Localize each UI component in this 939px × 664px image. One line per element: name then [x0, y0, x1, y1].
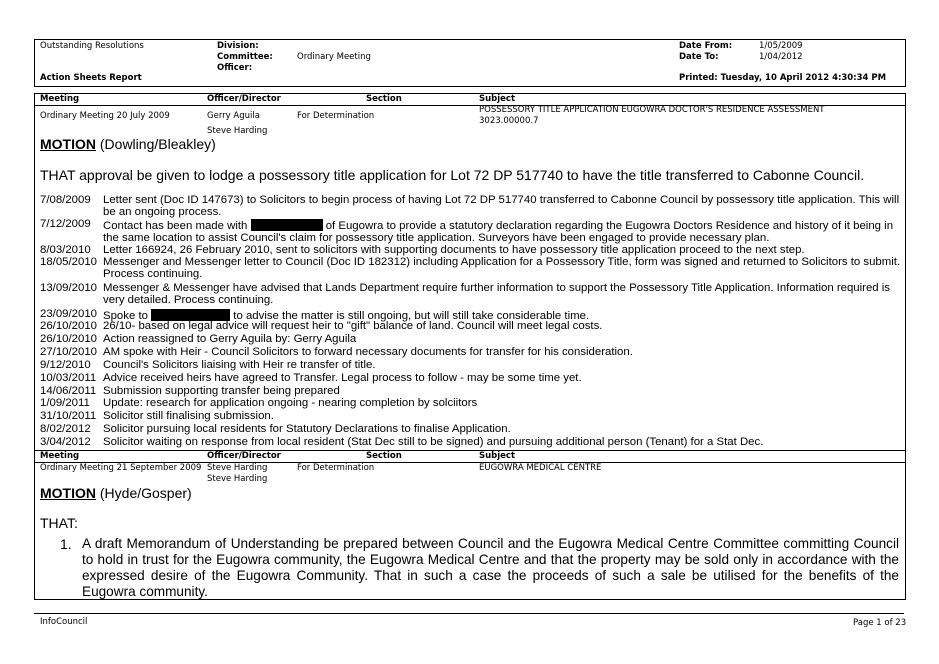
- item2-subject: EUGOWRA MEDICAL CENTRE: [479, 463, 602, 473]
- log-date: 26/10/2010: [40, 333, 98, 345]
- item1-motion-heading: [40, 136, 216, 152]
- date-from-label: Date From:: [679, 41, 733, 51]
- log-date: 27/10/2010: [40, 346, 98, 358]
- item1-subject-line1: POSSESSORY TITLE APPLICATION EUGOWRA DOCTOR'S RESIDENCE ASSESSMENT: [479, 105, 825, 115]
- log-date: 26/10/2010: [40, 320, 98, 332]
- log-text: Messenger & Messenger have advised that Lands Department require further information to support the Possessory Title Application. Information required is very detailed. Process continuing.: [103, 282, 890, 306]
- col-subject-header: Subject: [479, 94, 516, 104]
- footer-brand: InfoCouncil: [40, 617, 88, 627]
- date-from-value: 1/05/2009: [759, 41, 803, 51]
- committee-label: Committee:: [217, 52, 273, 62]
- outstanding-resolutions-label: Outstanding Resolutions: [40, 41, 144, 51]
- log-text: Letter sent (Doc ID 147673) to Solicitors to begin process of having Lot 72 DP 517740 transferred to Cabonne Council by possessory title application. This will be an ongoing process.: [103, 194, 900, 218]
- log-date: 9/12/2010: [40, 359, 91, 371]
- item1-officer-1: Gerry Aguila: [207, 111, 260, 121]
- item1-officer-2: Steve Harding: [207, 126, 268, 136]
- footer-page-number: Page 1 of 23: [853, 618, 907, 628]
- log-text: Action reassigned to Gerry Aguila by: Gerry Aguila: [103, 333, 357, 345]
- division-label: Division:: [217, 41, 259, 51]
- redacted-name-block: [251, 219, 323, 231]
- item2-point-number: 1.: [60, 536, 72, 552]
- col-section-header: Section: [366, 94, 402, 104]
- log-date: 7/12/2009: [40, 218, 91, 230]
- log-text: Solicitor waiting on response from local resident (Stat Dec still to be signed) and pursuing additional person (Tenant) for a Stat Dec.: [103, 436, 764, 448]
- log-date: 13/09/2010: [40, 282, 98, 294]
- log-text-post: of Eugowra to provide a statutory declaration regarding the Eugowra Doctors Residence and history of it being in the same location to assist Council's claim for possessory title application. Surveyors have been engaged to provide necessary plan.: [103, 220, 894, 244]
- col-section-header: Section: [366, 451, 402, 461]
- item2-meeting: Ordinary Meeting 21 September 2009: [40, 463, 202, 473]
- item2-motion-word: MOTION: [40, 485, 96, 501]
- log-text: AM spoke with Heir - Council Solicitors to forward necessary documents for transfer for his consideration.: [103, 346, 633, 358]
- col-meeting-header: Meeting: [40, 451, 80, 461]
- date-to-label: Date To:: [679, 52, 719, 62]
- item2-motion-heading: [40, 485, 192, 501]
- col-officer-header: Officer/Director: [207, 94, 281, 104]
- log-date: 23/09/2010: [40, 308, 98, 320]
- log-text: Solicitor pursuing local residents for Statutory Declarations to finalise Application.: [103, 423, 511, 435]
- log-date: 7/08/2009: [40, 194, 91, 206]
- log-text: Update: research for application ongoing - nearing completion by solciitors: [103, 397, 478, 409]
- log-text-pre: Spoke to: [103, 310, 152, 322]
- printed-timestamp: Printed: Tuesday, 10 April 2012 4:30:34 PM: [679, 73, 887, 83]
- officer-label: Officer:: [217, 63, 253, 73]
- log-date: 10/03/2011: [40, 372, 97, 384]
- log-date: 14/06/2011: [40, 385, 97, 397]
- log-text: Letter 166924, 26 February 2010, sent to solicitors with supporting documents to have possessory title application proceed to the next step.: [103, 244, 805, 256]
- col-meeting-header: Meeting: [40, 94, 80, 104]
- log-text: Solicitor still finalising submission.: [103, 410, 274, 422]
- log-date: 8/03/2010: [40, 244, 91, 256]
- item2-section: For Determination: [297, 463, 375, 473]
- item1-section: For Determination: [297, 111, 375, 121]
- log-text: Submission supporting transfer being prepared: [103, 385, 340, 397]
- log-text: [103, 219, 902, 244]
- log-date: 31/10/2011: [40, 410, 97, 422]
- log-date: 18/05/2010: [40, 256, 98, 268]
- footer-rule: [34, 613, 904, 614]
- date-to-value: 1/04/2012: [759, 52, 803, 62]
- log-text: Council's Solicitors liaising with Heir re transfer of title.: [103, 359, 376, 371]
- item1-motion-word: MOTION: [40, 136, 96, 152]
- log-text: 26/10- based on legal advice will request heir to "gift" balance of land. Council will meet legal costs.: [103, 320, 603, 332]
- log-text-pre: Contact has been made with: [103, 220, 251, 232]
- col-officer-header: Officer/Director: [207, 451, 281, 461]
- log-text: Advice received heirs have agreed to Transfer. Legal process to follow - may be some time yet.: [103, 372, 582, 384]
- item1-resolution: THAT approval be given to lodge a possessory title application for Lot 72 DP 517740 to have the title transferred to Cabonne Council.: [40, 167, 865, 183]
- item1-meeting: Ordinary Meeting 20 July 2009: [40, 111, 170, 121]
- log-date: 8/02/2012: [40, 423, 91, 435]
- log-text: Messenger and Messenger letter to Council (Doc ID 182312) including Application for a Possessory Title, form was signed and returned to Solicitors to submit. Process continuing.: [103, 256, 901, 280]
- item2-that: THAT:: [40, 515, 78, 531]
- item2-officer-1: Steve Harding: [207, 463, 268, 473]
- item2-point-text: A draft Memorandum of Understanding be prepared between Council and the Eugowra Medical Centre Committee committing Council to hold in trust for the Eugowra community, the Eugowra Medical Centre and that the property may be sold only in accordance with the expressed desire of the Eugowra Community. That in such a case the proceeds of such a sale be utilised for the benefits of the Eugowra community.: [82, 536, 899, 599]
- item2-officer-2: Steve Harding: [207, 474, 268, 484]
- log-text-post: to advise the matter is still ongoing, but will still take considerable time.: [230, 310, 590, 322]
- item1-motion-movers: (Dowling/Bleakley): [96, 136, 216, 152]
- log-date: 3/04/2012: [40, 436, 91, 448]
- log-date: 1/09/2011: [40, 397, 90, 409]
- item2-motion-movers: (Hyde/Gosper): [96, 485, 192, 501]
- col-subject-header: Subject: [479, 451, 516, 461]
- committee-value: Ordinary Meeting: [297, 52, 371, 62]
- report-title: Action Sheets Report: [40, 73, 142, 83]
- item1-subject-line2: 3023.00000.7: [479, 116, 539, 126]
